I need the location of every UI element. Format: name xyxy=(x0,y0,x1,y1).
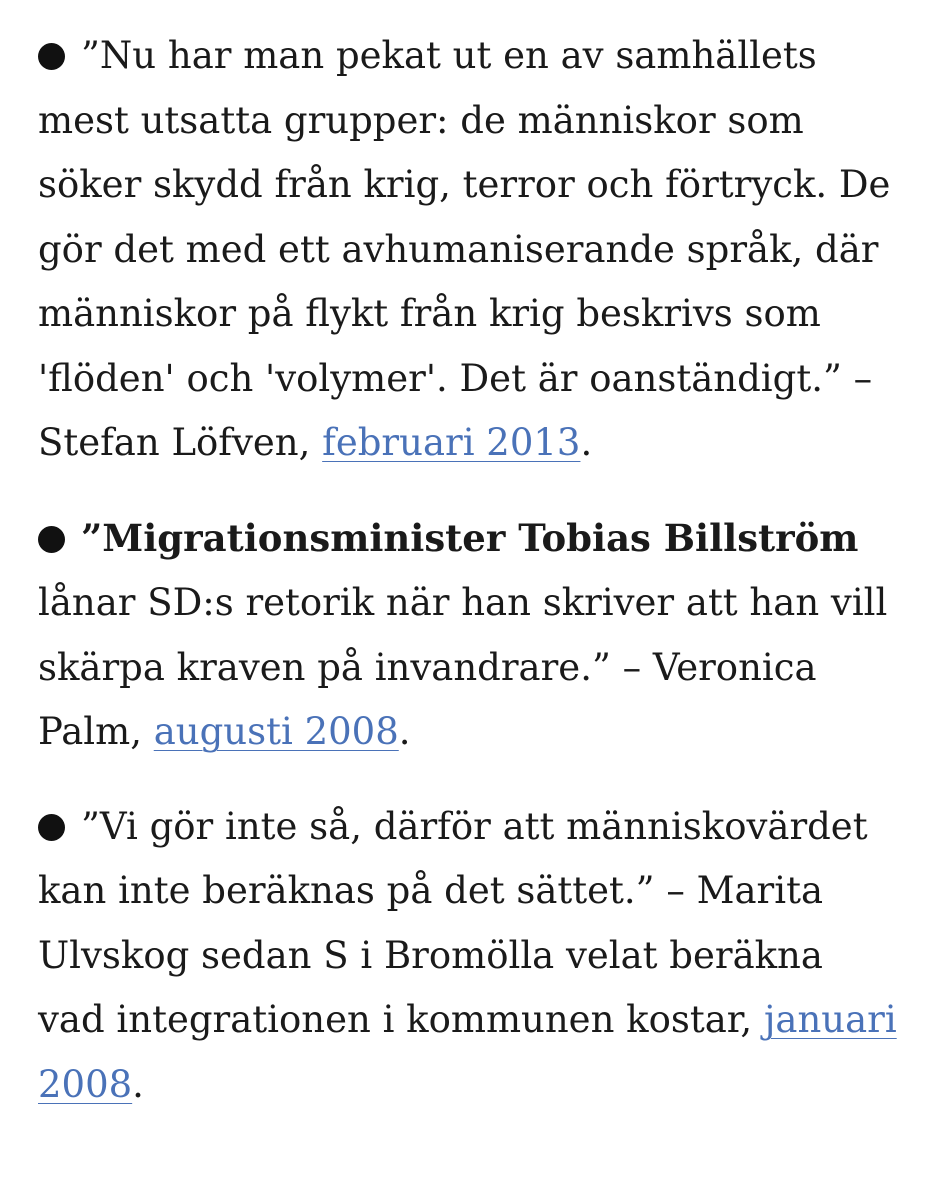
source-link-januari-2008[interactable]: januari 2008 xyxy=(38,998,897,1106)
quote-lofven xyxy=(38,24,898,476)
quote-bold-lead: ”Migrationsminister Tobias Billström xyxy=(81,515,859,560)
article-body xyxy=(38,24,898,1147)
quote-ulvskog xyxy=(38,795,898,1118)
quote-palm xyxy=(38,506,898,765)
quote-text: ”Vi gör inte så, därför att människovärdet kan inte beräknas på det sättet.” – Marita Ulvskog sedan S i Bromölla velat beräkna vad integrationen i kommunen kostar, xyxy=(38,804,868,1041)
quote-end-punctuation: . xyxy=(580,421,593,464)
bullet-icon xyxy=(38,814,65,841)
source-link-augusti-2008[interactable]: augusti 2008 xyxy=(153,710,399,753)
quote-text: ”Nu har man pekat ut en av samhällets mest utsatta grupper: de människor som söker skydd från krig, terror och förtryck. De gör det med ett avhumaniserande språk, där människor på flykt från krig beskrivs som 'flöden' och 'volymer'. Det är oanständigt.” – Stefan Löfven, xyxy=(38,34,891,464)
quote-end-punctuation: . xyxy=(398,710,411,753)
quote-text: lånar SD:s retorik när han skriver att han vill skärpa kraven på invandrare.” – Veronica Palm, xyxy=(38,581,888,753)
bullet-icon xyxy=(38,526,65,553)
quote-end-punctuation: . xyxy=(132,1062,144,1106)
source-link-februari-2013[interactable]: februari 2013 xyxy=(322,421,581,464)
bullet-icon xyxy=(38,43,65,70)
